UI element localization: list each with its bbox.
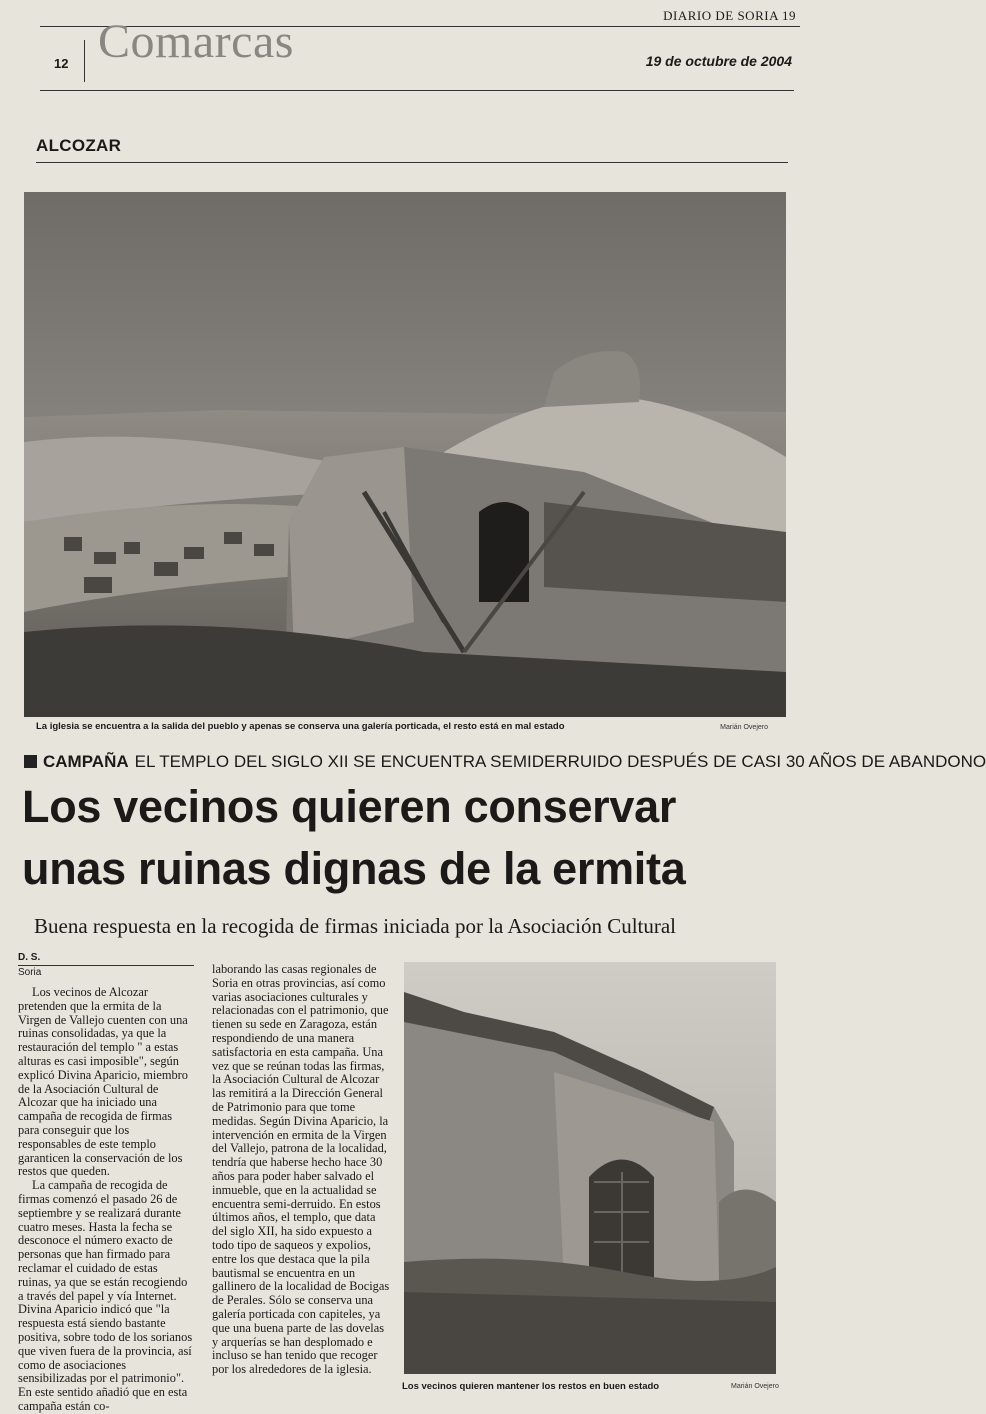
paper-name: DIARIO DE SORIA 19 [663,8,796,23]
second-photo [404,962,776,1374]
paragraph: La campaña de recogida de firmas comenzó el pasado 26 de septiembre y se realizará durante cuatro meses. Hasta la fecha se desconoce el número exacto de personas que han firmado para reclamar el cuidado de estas ruinas, ya que se están recogiendo a través del papel y vía Internet. Divina Aparicio indicó que "la respuesta está siendo bastante positiva, sobre todo de los sorianos que viven fuera de la provincia, así como de asociaciones sensibilizadas por el patrimonio". En este sentido añadió que en esta campaña están co- [18,1178,193,1413]
column-1 [18,986,194,1414]
kicker-square-icon [24,755,37,768]
headline-line-1: Los vecinos quieren conservar [22,781,677,832]
column-2 [212,963,392,1377]
page-number: 12 [54,56,69,71]
byline-block [18,952,194,979]
byline: D. S. [18,952,41,963]
paragraph: laborando las casas regionales de Soria en otras provincias, así como varias asociaciones culturales y relacionadas con el patrimonio, que tienen su sede en Zaragoza, están respondiendo de una manera satisfactoria en esta campaña. Una vez que se reúnan todas las firmas, la Asociación Cultural de Alcozar las remitirá a la Dirección General de Patrimonio para que tome medidas. Según Divina Aparicio, la intervención en ermita de la Virgen del Vallejo, patrona de la localidad, tendría que haberse hecho hace 30 años para poder haber salvado el inmueble, que en la actualidad se encuentra semi-derruido. En estos últimos años, el templo, que data del siglo XII, ha sido expuesto a todo tipo de saqueos y expolios, entre los que destaca que la pila bautismal se encuentra en un gallinero de la localidad de Bocigas de Perales. Sólo se conserva una galería porticada con capiteles, ya que una buena parte de las dovelas y arquerías se han desplomado e incluso se han tenido que recoger por los alrededores de la iglesia. [212,962,390,1377]
byline-place: Soria [18,967,42,978]
paragraph: Los vecinos de Alcozar pretenden que la ermita de la Virgen de Vallejo cuenten con una ruinas consolidadas, ya que la restauración del templo " a estas alturas es casi imposible", según explicó Divina Aparicio, miembro de la Asociación Cultural de Alcozar que ha iniciado una campaña de recogida de firmas para conseguir que los responsables de este templo garanticen la conservación de los restos que queden. [18,985,188,1179]
second-photo-credit: Marián Ovejero [731,1383,779,1390]
second-photo-caption: Los vecinos quieren mantener los restos en buen estado [402,1381,660,1392]
town-rule [36,162,788,163]
masthead-bottom-rule [40,90,794,91]
main-photo [24,192,786,717]
kicker [24,752,986,772]
subtitle: Buena respuesta en la recogida de firmas iniciada por la Asociación Cultural [34,914,677,938]
headline-line-2: unas ruinas dignas de la ermita [22,843,686,894]
kicker-label: CAMPAÑA [43,752,129,771]
masthead-divider [84,40,85,82]
section-title: Comarcas [98,15,294,68]
kicker-text: EL TEMPLO DEL SIGLO XII SE ENCUENTRA SEMIDERRUIDO DESPUÉS DE CASI 30 AÑOS DE ABANDONO [134,752,986,771]
town-label: ALCOZAR [36,136,122,155]
main-photo-credit: Marián Ovejero [720,724,768,731]
issue-date: 19 de octubre de 2004 [645,53,792,69]
main-photo-caption: La iglesia se encuentra a la salida del pueblo y apenas se conserva una galería porticada, el resto está en mal estado [36,721,565,732]
byline-rule [18,965,194,966]
